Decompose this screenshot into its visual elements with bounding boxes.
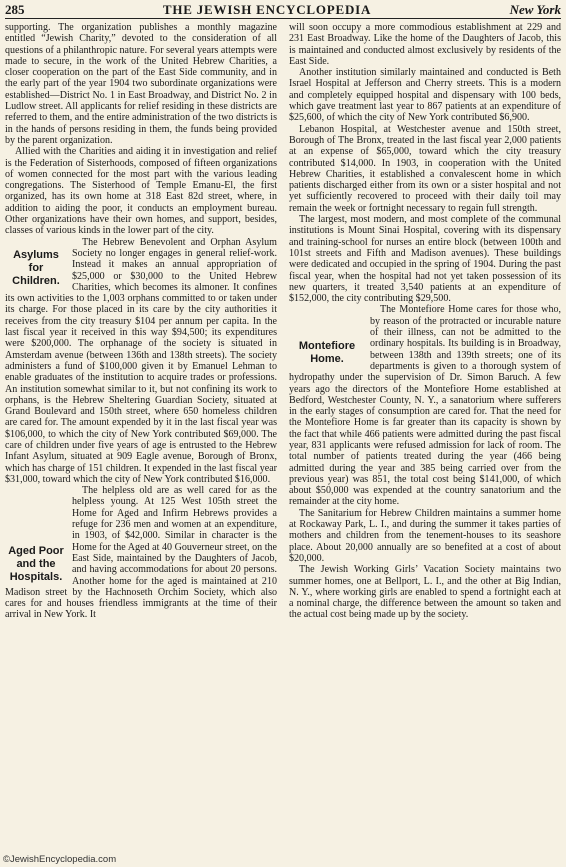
text-columns (5, 22, 561, 842)
paragraph: The largest, most modern, and most complete of the communal institutions is Mount Sinai Hospital, covering with its dispensary and training-school for nurses an entire block (between 100th and 101st streets and Fifth and Madison avenues). These buildings were dedicated and occupied in the spring of 1904. During the past fiscal year, when the hospital had not yet taken possession of its new quarters, it treated 3,540 patients at an expenditure of $152,000, the city contributing $29,500. (289, 214, 561, 305)
page-header (5, 0, 561, 19)
paragraph: will soon occupy a more commodious establishment at 229 and 231 East Broadway. Like the home of the Daughters of Jacob, this is maintained and conducted almost exclusively by residents of the East Side. (289, 22, 561, 67)
paragraph: The Jewish Working Girls’ Vacation Society maintains two summer homes, one at Bellport, L. I., and the other at Big Indian, N. Y., where working girls are enabled to spend a fortnight each at a nominal charge, the difference between the amount so taken and the actual cost being made up by the society. (289, 564, 561, 621)
section-title: New York (509, 2, 561, 17)
copyright-footer: ©JewishEncyclopedia.com (3, 854, 117, 865)
paragraph: Lebanon Hospital, at Westchester avenue and 150th street, Borough of The Bronx, treated in the last fiscal year 2,000 patients at an expense of $65,000, toward which the city treasury contributed $14,000. In 1903, in cooperation with the United Hebrew Charities, it established a convalescent home in which patients discharged either from its own or a sister hospital and not yet sufficiently recovered to proceed with their daily toil may remain the week or fortnight necessary to regain full strength. (289, 123, 561, 214)
sidenote-montefiore-home (289, 340, 365, 366)
paragraph: The Montefiore Home cares for those who, by reason of the protracted or incurable nature of their illness, can not be admitted to the ordinary hospitals. Its building is in Broadway, between 138th and 139th streets; one of its departments is given to a thorough system of hydropathy under the supervision of Dr. Simon Baruch. A few years ago the directors of the Montefiore Home established at Bedford, Westchester County, N. Y., a sanatorium where sufferers in the early stages of consumption are cared for. That the need for the Montefiore Home is far greater than its capacity is shown by the fact that while 466 patients were admitted during the past fiscal year, 831 applicants were refused admission for lack of room. The total number of patients treated during the year (466 being admitted during the year and 385 being carried over from the previous year) was 851, the total cost being $141,000, of which about $50,000 was expended at the country sanatorium and the remainder at the city home. (289, 304, 561, 508)
sidenote-line: Asylums (13, 248, 59, 261)
paragraph: The Hebrew Benevolent and Orphan Asylum Society no longer engages in general relief-work. Instead it makes an annual appropriation of $25,000 or $30,000 to the United Hebrew Charities, which becomes its almoner. It confines its own activities to the 1,003 orphans committed to or taken under its charge. For those placed in its care by the city authorities it receives from the city treasury $104 per annum per capita. In the last fiscal year it received in this way $94,500; its expenditures were $200,000. The orphanage of the society is situated in Amsterdam avenue (between 136th and 138th streets). The society administers a fund of $100,000 given it by Emanuel Lehman to enable graduates of the institution to acquire trades or professions. An institution somewhat similar to it, but not confining its work to orphans, is the Hebrew Sheltering Guardian Society, situated at Grand Boulevard and 150th street, where 650 homeless children are cared for. The amount expended by it in the last fiscal year was $106,000, to which the city of New York contributed $69,000. The care of children under five years of age is entrusted to the Hebrew Infant Asylum, situated at 909 Eagle avenue, Borough of Bronx, which has charge of 151 children. It expended in the last fiscal year $31,000, toward which the city of New York contributed $16,000. (5, 236, 277, 485)
sidenote-line: for (28, 261, 44, 274)
running-title: THE JEWISH ENCYCLOPEDIA (162, 2, 372, 17)
sidenote-aged-poor (5, 545, 67, 584)
sidenote-line: Montefiore (298, 340, 356, 353)
paragraph: The Sanitarium for Hebrew Children maintains a summer home at Rockaway Park, L. I., and during the summer it takes parties of mothers and children from the tenement-houses to its seashore place. About 20,000 annually are so benefited at a cost of about $20,000. (289, 507, 561, 564)
paragraph: Allied with the Charities and aiding it in investigation and relief is the Federation of Sisterhoods, composed of fifteen organizations of women connected for the most part with the various leading congregations. The Sisterhood of Temple Emanu-El, the first organized, has its own home at 318 East 82d street, where, in addition to aiding the poor, it conducts an employment bureau. Other organizations have their own homes, and support, besides, classes of various kinds in the lower part of the city. (5, 146, 277, 237)
sidenote-line: Home. (310, 353, 344, 366)
sidenote-line: and the (16, 558, 56, 571)
paragraph: Another institution similarly maintained and conducted is Beth Israel Hospital at Jefferson and Cherry streets. This is a modern and completely equipped hospital and dispensary with 100 beds, which gave treatment last year to 867 patients at an expenditure of $25,600, of which the city of New York contributed $6,900. (289, 67, 561, 124)
sidenote-asylums-for-children (5, 249, 67, 288)
page-number: 285 (5, 2, 25, 17)
paragraph: The helpless old are as well cared for as the helpless young. At 125 West 105th street the Home for Aged and Infirm Hebrews provides a refuge for 236 men and women at an expenditure, in 1903, of $42,000. Similar in character is the Home for the Aged at 40 Gouverneur street, on the East Side, maintained by the Daughters of Jacob, and having accommodations for about 20 persons. Another home for the aged is maintained at 210 Madison street by the Hachnoseth Orchim Society, which also cares for and houses friendless immigrants at the time of their arrival in New York. It (5, 485, 277, 621)
left-column (5, 22, 277, 842)
paragraph: supporting. The organization publishes a monthly magazine entitled “Jewish Charity,” devoted to the consideration of all questions of a philanthropic nature. For several years attempts were made to secure, in the work of the United Hebrew Charities, a closer cooperation on the part of the East Side community, and in the early part of the year 1904 two subordinate organizations were established—District No. 1 in East Broadway, and District No. 2 in Ludlow street. All applicants for relief residing in these districts are referred to them, and the entire administration of the two districts is in the hands of persons residing in them, the funds being provided by the parent organization. (5, 22, 277, 146)
sidenote-line: Hospitals. (9, 571, 63, 584)
sidenote-line: Children. (12, 274, 60, 287)
right-column (289, 22, 561, 842)
sidenote-line: Aged Poor (8, 545, 64, 558)
